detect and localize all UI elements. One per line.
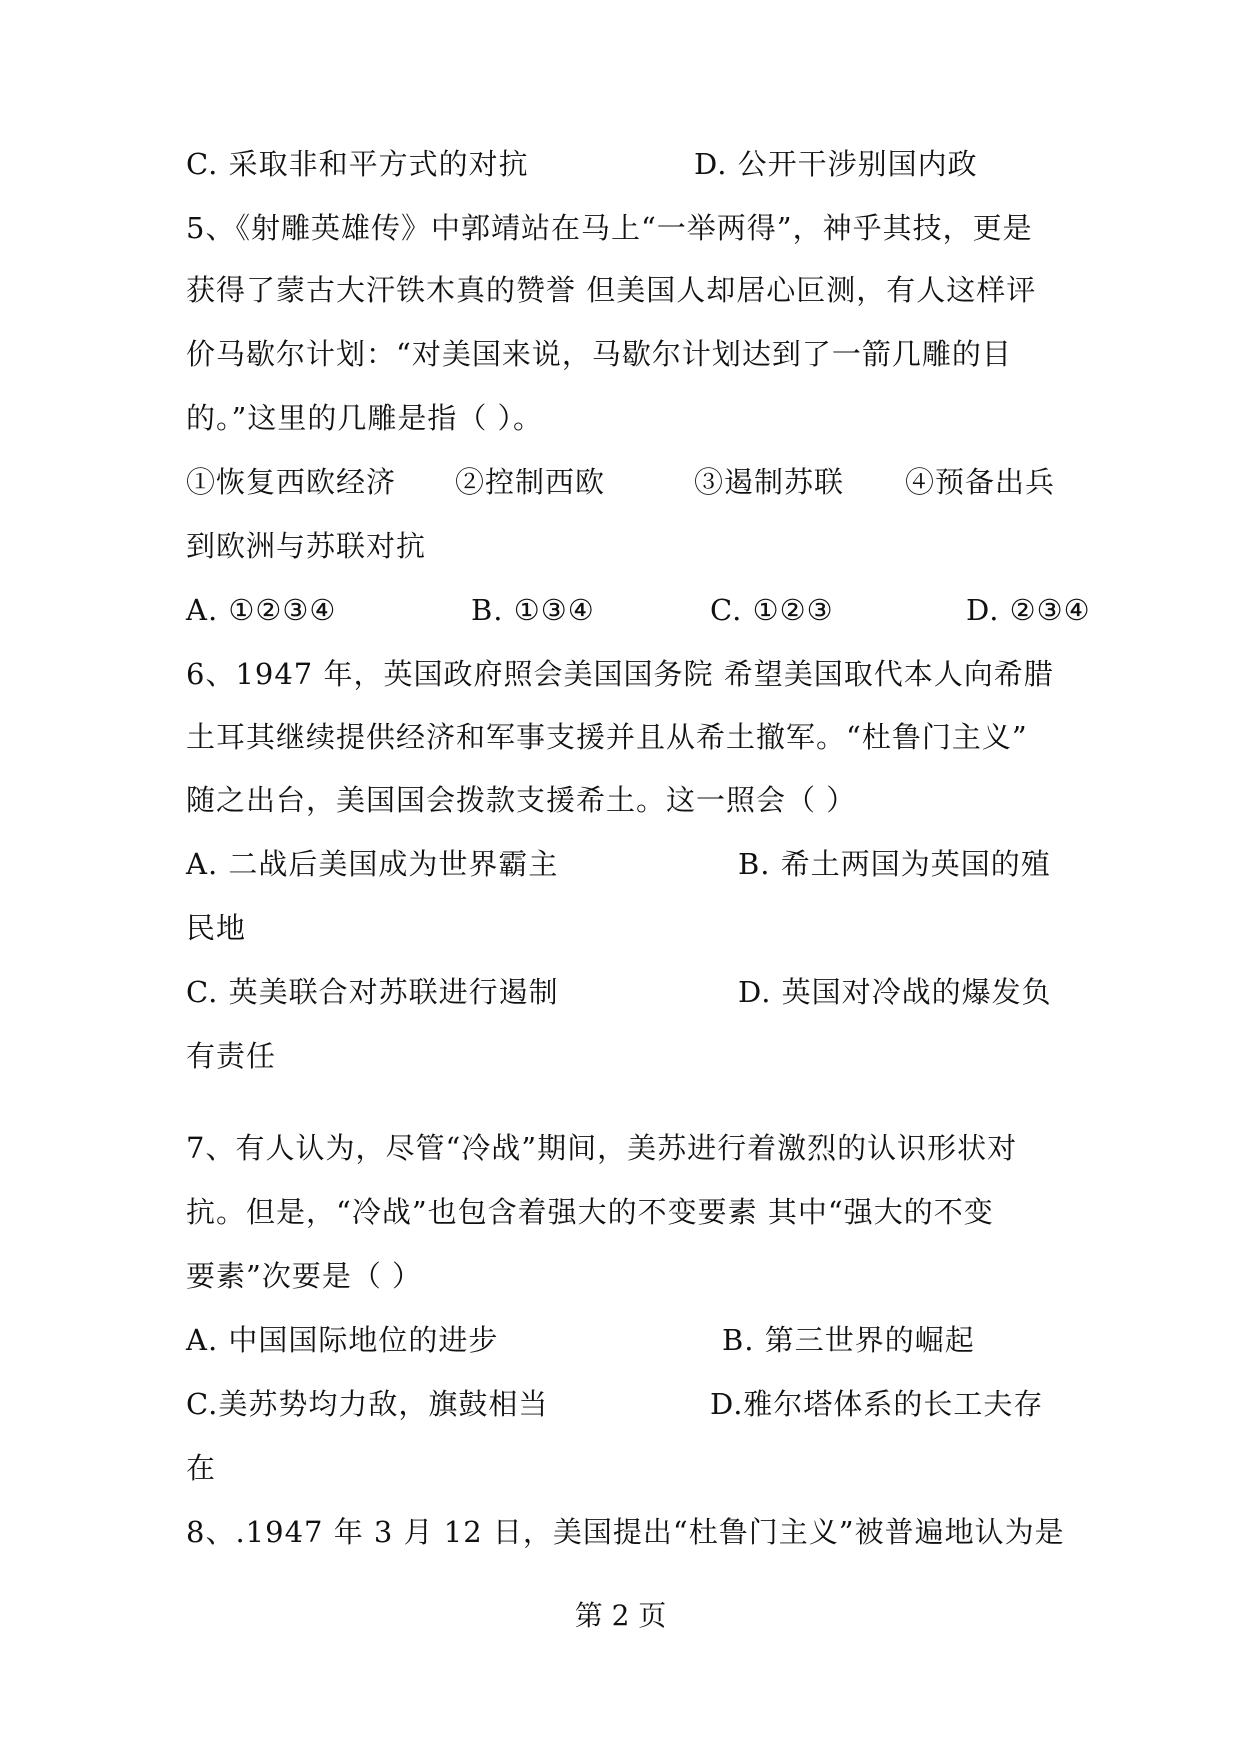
- q7-stem-line-3: 要素”次要是（ ）: [186, 1259, 423, 1293]
- q5-item-4: ④预备出兵: [905, 465, 1056, 499]
- q5-stem-line-3: 价马歇尔计划：“对美国来说，马歇尔计划达到了一箭几雕的目: [186, 337, 1012, 371]
- q6-option-d: D. 英国对冷战的爆发负: [738, 975, 1052, 1009]
- q5-option-c: C. ①②③: [710, 593, 834, 627]
- q7-stem-line-1: 7、有人认为，尽管“冷战”期间，美苏进行着激烈的认识形状对: [186, 1131, 1018, 1165]
- q6-stem-line-2: 土耳其继续提供经济和军事支援并且从希土撤军。“杜鲁门主义”: [186, 720, 1028, 754]
- q6-stem-line-1: 6、1947 年，英国政府照会美国国务院 希望美国取代本人向希腊: [186, 657, 1054, 691]
- q6-option-a: A. 二战后美国成为世界霸主: [186, 847, 559, 881]
- page-number: 第 2 页: [574, 1599, 667, 1632]
- q6-option-b-continued: 民地: [186, 911, 247, 945]
- q6-option-b: B. 希土两国为英国的殖: [738, 847, 1051, 881]
- q8-stem-line-1: 8、.1947 年 3 月 12 日，美国提出“杜鲁门主义”被普遍地认为是: [186, 1515, 1065, 1549]
- q7-option-a: A. 中国国际地位的进步: [186, 1323, 499, 1357]
- q4-option-c: C. 采取非和平方式的对抗: [186, 147, 529, 181]
- q7-option-d-continued: 在: [186, 1451, 217, 1485]
- q6-option-c: C. 英美联合对苏联进行遏制: [186, 975, 559, 1009]
- q5-item-2: ②控制西欧: [455, 465, 606, 499]
- q5-item-4-continued: 到欧洲与苏联对抗: [186, 529, 427, 563]
- q5-stem-line-4: 的。”这里的几雕是指（ ）。: [186, 401, 544, 435]
- q4-option-d: D. 公开干涉别国内政: [694, 147, 978, 181]
- q5-option-b: B. ①③④: [471, 593, 595, 627]
- q5-option-a: A. ①②③④: [186, 593, 337, 627]
- q5-stem-line-1: 5、《射雕英雄传》中郭靖站在马上“一举两得”，神乎其技，更是: [186, 211, 1033, 245]
- q5-stem-line-2: 获得了蒙古大汗铁木真的赞誉 但美国人却居心叵测，有人这样评: [186, 273, 1037, 307]
- q7-stem-line-2: 抗。但是，“冷战”也包含着强大的不变要素 其中“强大的不变: [186, 1195, 994, 1229]
- q6-stem-line-3: 随之出台，美国国会拨款支援希土。这一照会（ ）: [186, 783, 857, 817]
- q7-option-b: B. 第三世界的崛起: [722, 1323, 975, 1357]
- q5-item-1: ①恢复西欧经济: [186, 465, 397, 499]
- q5-item-3: ③遏制苏联: [694, 465, 845, 499]
- q6-option-d-continued: 有责任: [186, 1039, 277, 1073]
- q7-option-c: C.美苏势均力敌，旗鼓相当: [186, 1387, 549, 1421]
- q7-option-d: D.雅尔塔体系的长工夫存: [710, 1387, 1044, 1421]
- q5-option-d: D. ②③④: [966, 593, 1091, 627]
